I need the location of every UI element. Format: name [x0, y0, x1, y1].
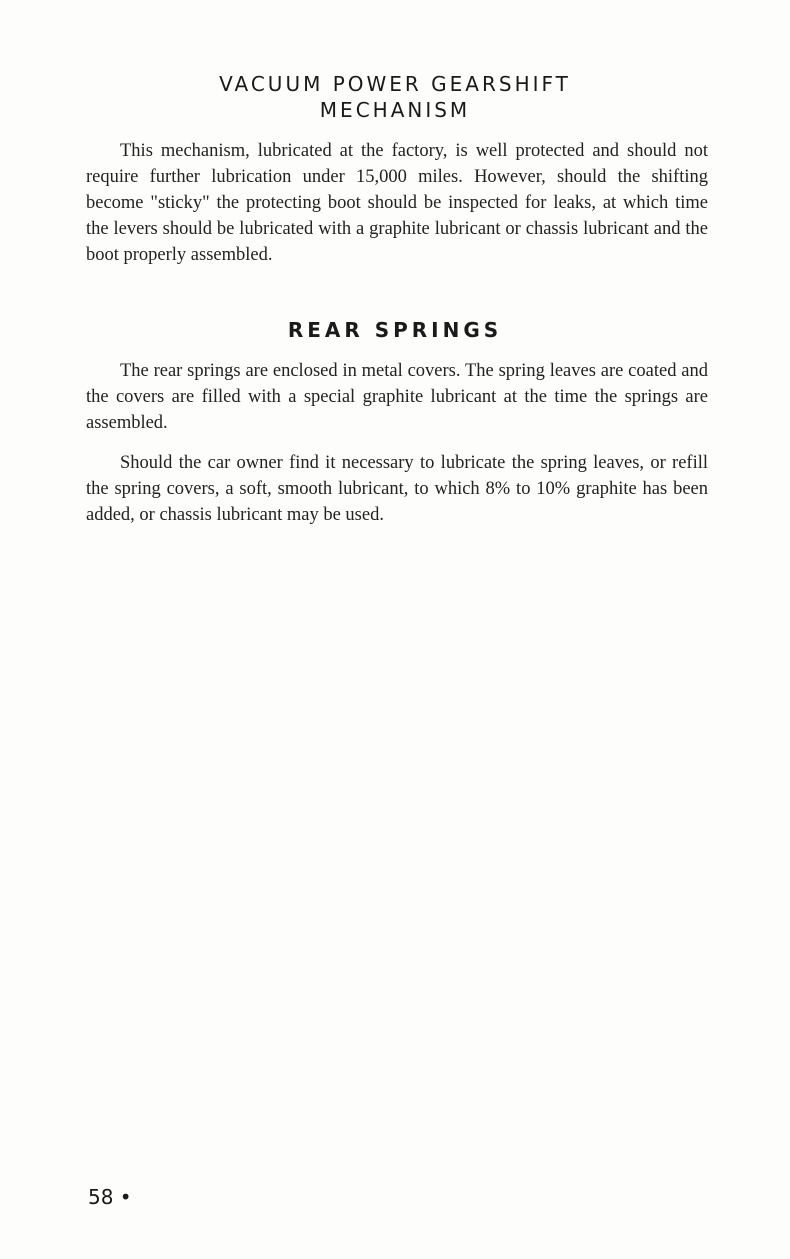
- section-title-mechanism: MECHANISM: [319, 98, 471, 122]
- rear-springs-paragraph-2: Should the car owner find it necessary to lubricate the spring leaves, or refill the spring covers, a soft, smooth lubricant, to which 8% to 10% graphite has been added, or chassis lubricant may be used.: [86, 453, 708, 525]
- page-number: 58 •: [88, 1185, 132, 1209]
- section-title-vacuum-power-gearshift: VACUUM POWER GEARSHIFT: [219, 72, 571, 96]
- rear-springs-paragraph-1: The rear springs are enclosed in metal covers. The spring leaves are coated and the covers are filled with a special graphite lubricant at the time the springs are assembled.: [86, 361, 708, 433]
- section-title-rear-springs: REAR SPRINGS: [287, 318, 503, 342]
- gearshift-paragraph: This mechanism, lubricated at the factory, is well protected and should not require further lubrication under 15,000 miles. However, should the shifting become "sticky" the protecting boot should be inspected for leaks, at which time the levers should be lubricated with a graphite lubricant or chassis lubricant and the boot properly assembled.: [86, 141, 708, 265]
